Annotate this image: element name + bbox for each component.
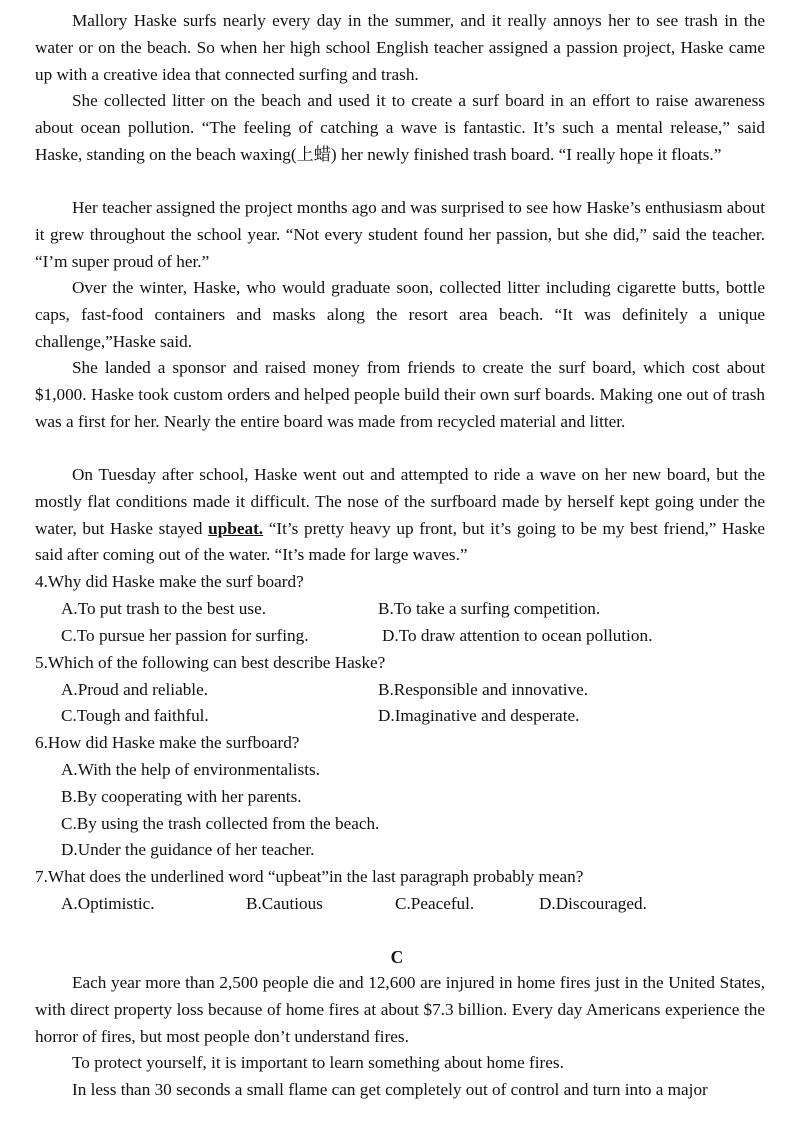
question-7-option-d: D.Discouraged. — [539, 894, 647, 913]
passage-b-paragraph-3: Her teacher assigned the project months ago and was surprised to see how Haske’s enthusiasm about it grew throughout the school year. “Not every student found her passion, but she did,” said the teacher. “I’m super proud of her.” — [35, 198, 765, 271]
question-4-option-d: D.To draw attention to ocean pollution. — [382, 626, 653, 645]
question-5-stem: 5.Which of the following can best describe Haske? — [35, 653, 386, 672]
question-7-option-c: C.Peaceful. — [395, 894, 475, 913]
question-5-option-c: C.Tough and faithful. — [61, 706, 209, 725]
underlined-word-upbeat: upbeat. — [208, 518, 264, 538]
passage-b-paragraph-5: She landed a sponsor and raised money from friends to create the surf board, which cost about $1,000. Haske took custom orders and helped people build their own surf boards. Making one out of trash was a first for her. Nearly the entire board was made from recycled material and litter. — [35, 358, 765, 431]
question-4-option-c: C.To pursue her passion for surfing. — [61, 626, 309, 645]
question-4-stem: 4.Why did Haske make the surf board? — [35, 572, 304, 591]
question-6-option-c: C.By using the trash collected from the beach. — [61, 814, 380, 833]
question-5-option-a: A.Proud and reliable. — [61, 680, 209, 699]
passage-c-paragraph-2: To protect yourself, it is important to learn something about home fires. — [72, 1053, 564, 1072]
question-4-option-a: A.To put trash to the best use. — [61, 599, 267, 618]
question-6-option-b: B.By cooperating with her parents. — [61, 787, 302, 806]
question-6-option-a: A.With the help of environmentalists. — [61, 760, 320, 779]
question-6-stem: 6.How did Haske make the surfboard? — [35, 733, 300, 752]
passage-b-paragraph-2: She collected litter on the beach and used it to create a surf board in an effort to raise awareness about ocean pollution. “The feeling of catching a wave is fantastic. It’s such a mental release,” said Haske, standing on the beach waxing(上蜡) her newly finished trash board. “I really hope it floats.” — [35, 91, 765, 164]
passage-c-paragraph-3: In less than 30 seconds a small flame can get completely out of control and turn into a major — [72, 1080, 708, 1099]
question-7-stem: 7.What does the underlined word “upbeat”in the last paragraph probably mean? — [35, 867, 584, 886]
question-5-option-b: B.Responsible and innovative. — [378, 680, 589, 699]
question-7-option-a: A.Optimistic. — [61, 894, 155, 913]
paragraph-6-text-start: On Tuesday after school, Haske went out and attempted to ride a wave on her new board, but the mostly flat conditions made it difficult. The nose of the surfboard made by herself kept going under the water, but Haske stayed — [35, 465, 765, 538]
paragraph-6-text-end: “It’s pretty heavy up front, but it’s going to be my best friend,” Haske said after coming out of the water. “It’s made for large waves.” — [35, 518, 765, 565]
question-5-option-d: D.Imaginative and desperate. — [378, 706, 580, 725]
question-7-option-b: B.Cautious — [246, 894, 323, 913]
question-4-option-b: B.To take a surfing competition. — [378, 599, 601, 618]
passage-b-paragraph-1: Mallory Haske surfs nearly every day in the summer, and it really annoys her to see trash in the water or on the beach. So when her high school English teacher assigned a passion project, Haske came up with a creative idea that connected surfing and trash. — [35, 11, 765, 84]
question-6-option-d: D.Under the guidance of her teacher. — [61, 840, 315, 859]
passage-b-paragraph-4: Over the winter, Haske, who would graduate soon, collected litter including cigarette butts, bottle caps, fast-food containers and masks along the resort area beach. “It was definitely a unique challenge,”Haske said. — [35, 278, 765, 351]
passage-c-paragraph-1: Each year more than 2,500 people die and 12,600 are injured in home fires just in the United States, with direct property loss because of home fires at about $7.3 billion. Every day Americans experience the horror of fires, but most people don’t understand fires. — [35, 973, 765, 1046]
passage-b-paragraph-6 — [35, 462, 765, 569]
section-c-title: C — [390, 947, 404, 967]
